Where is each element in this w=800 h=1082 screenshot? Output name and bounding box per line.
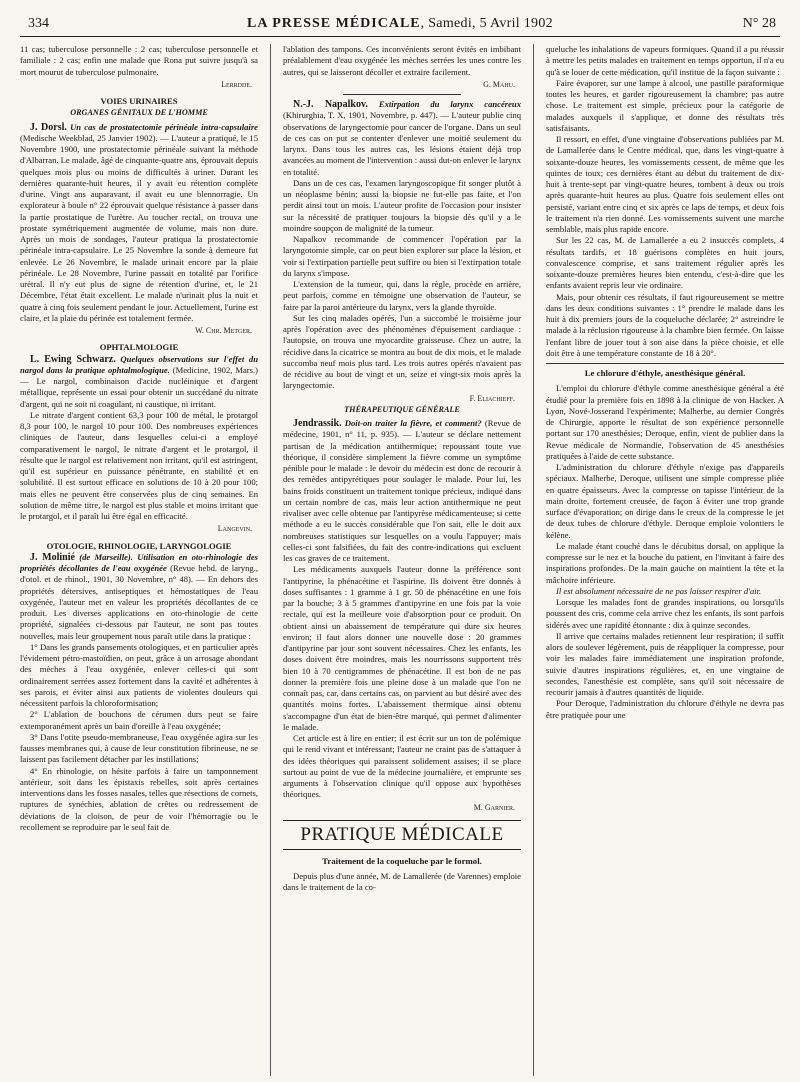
issue-number: N° 28: [742, 16, 776, 31]
article-title: Quelques observations sur l'effet du nargol dans la pratique ophtalmologique.: [20, 353, 258, 375]
column-rule-1: [270, 44, 271, 1076]
author: L. Ewing Schwarz.: [30, 353, 116, 365]
article-paragraph: queluche les inhalations de vapeurs formiques. Quand il a pu réussir à mettre les petits malades en traitement en temps opportun, il n'a eu qu'à se louer de cette médication, qu'il institue de la façon suivante :: [546, 44, 784, 77]
article-napalkov: [283, 99, 521, 178]
signature: G. Mahu.: [483, 79, 515, 89]
article-paragraph: L'extension de la tumeur, qui, dans la règle, procède en arrière, peut parfois, comme en témoigne une observation de l'auteur, se faire par la paroi antérieure du larynx, vers la glande thyroïde.: [283, 279, 521, 312]
author: J. Molinié: [30, 551, 75, 563]
article-paragraph: 2° L'ablation de bouchons de cérumen durs peut se faire extemporanément après un bain d'oreille à l'eau oxygénée;: [20, 709, 258, 731]
article-dorsl: [20, 122, 258, 325]
signature: M. Garnier.: [473, 802, 515, 812]
article-paragraph: Napalkov recommande de commencer l'opération par la laryngotomie simple, car on peut bien explorer sur place la lésion, et voir si l'extirpation partielle peut suffire ou bien si l'extirpation totale du larynx s'impose.: [283, 234, 521, 278]
intro-text: 11 cas; tuberculose personnelle : 2 cas; tuberculose personnelle et familiale : 2 cas; enfin une malade que Rona put suivre jusqu'à sa mort mourut de tuberculose pulmonaire.: [20, 44, 258, 77]
column-rule-2: [533, 44, 534, 1076]
article-title: Un cas de prostatectomie périnéale intra-capsulaire: [66, 121, 258, 132]
article-paragraph: 3° Dans l'otite pseudo-membraneuse, l'eau oxygénée agira sur les fausses membranes qui, à cause de leur constitution fibrineuse, ne se laissent pas facilement détacher par les instillations;: [20, 731, 258, 765]
masthead: [20, 14, 780, 34]
article-paragraph: Cet article est à lire en entier; il est écrit sur un ton de polémique qui le rend vivant et intéressant; l'auteur ne craint pas de s'attaquer à des idées théoriques qui paraissent solidement assises; il se place surtout au point de vue de la médecine journalière, et emprunte ses arguments à l'observation clinique qu'il oppose aux hypothèses théoriques.: [283, 733, 521, 800]
signature: Langevin.: [217, 524, 252, 534]
page-number: 334: [28, 16, 49, 31]
article-paragraph: Depuis plus d'une année, M. de Lamallerée (de Varennes) emploie dans le traitement de la co-: [283, 871, 521, 893]
article-ewing: [20, 354, 258, 410]
article-title: Doit-on traiter la fièvre, et comment?: [341, 418, 482, 428]
article-body: (Medicine, 1902, Mars.) — Le nargol, combinaison d'acide nucléinique et d'argent métallique, représente un essai pour obtenir un succédané du nitrate d'argent, qui ne soit ni coagulant, ni caustique, ni irritant.: [20, 364, 258, 409]
article-paragraph: Pour Deroque, l'administration du chlorure d'éthyle ne devra pas être pratiquée pour une: [546, 698, 784, 720]
column-2: [283, 44, 521, 1076]
author: J. Dorsl.: [30, 121, 67, 133]
divider: [546, 363, 784, 364]
article-title: Le chlorure d'éthyle, anesthésique général.: [584, 368, 746, 378]
article-paragraph: Les médicaments auxquels l'auteur donne la préférence sont l'antipyrine, la phénacétine et l'aspirine. Ils doivent être donnés à doses suffisantes : 1 gramme à 1 gr. 50 de phénacétine en une fois par la bouche; 3 à 5 grammes d'antipyrine en une fois par la voie rectale, qui est la meilleure voie d'absorption pour ce produit. On obtient ainsi un abaissement de température qui dure six heures environ; il faut alors donner une nouvelle dose : 20 grammes d'antipyrine par jour sont souvent nécessaires. Chez les enfants, les doses doivent être moindres, mais les nourrissons supportent très bien 10 à 70 centigrammes de phénacétine. Il est bon de ne pas donner la première fois une pleine dose à un malade que l'on ne connaît pas, car, dans certains cas, on parvient au but désiré avec des quantités moins fortes. L'abaissement thermique ainsi obtenu s'accompagne d'un état de bien-être marqué, qui permet d'alimenter le malade.: [283, 564, 521, 732]
article-paragraph: Mais, pour obtenir ces résultats, il faut rigoureusement se mettre dans les deux conditions suivantes : 1° prendre le malade dans les huit à dix premiers jours de la coqueluche déclarée; 2° astreindre le malade à la réclusion rigoureuse à la chambre bien fermée. On laisse l'enfant libre de jouer tout à son aise dans la pièce choisie, et elle doit être à une température constante de 18 à 20°.: [546, 291, 784, 358]
article-body: (Khirurghia, T. X, 1901, Novembre, p. 447). — L'auteur publie cinq observations de laryngectomie pour cancer de l'organe. Dans un seul de ces cas on put se contenter d'enlever une moitié seulement du larynx. Dans tous les autres cas, les lésions étaient déjà trop avancées au moment de l'intervention : aussi dut-on enlever le larynx en totalité.: [283, 110, 521, 177]
article-paragraph: Dans un de ces cas, l'examen laryngoscopique fit songer plutôt à un néoplasme bénin; aussi la biopsie ne fut-elle pas faite, et l'on perdit ainsi tout un mois. L'auteur profite de l'occasion pour insister sur la nécessité de pratiquer toujours la biopsie dès qu'il y a le moindre soupçon de malignité de la tumeur.: [283, 177, 521, 233]
column-3: [546, 44, 784, 1076]
article-paragraph: L'administration du chlorure d'éthyle n'exige pas d'appareils spéciaux. Malherbe, Deroque, utilisent une simple compresse pliée en quatre épaisseurs. Avec la compresse on tapisse l'intérieur de la main droite, fortement creusée, de façon à éviter une trop grande surface d'évaporation; on dirige dans le creux de la compresse le jet de deux tubes de chlorure d'éthyle. Deroque emploie volontiers le kélène.: [546, 462, 784, 540]
article-body: (Revue hebd. de laryng., d'otol. et de rhinol., 1901, 30 Novembre, n° 48). — En dehors des propriétés détersives, antiseptiques et hémostatiques de l'eau oxygénée, l'auteur met en valeur les propriétés décollantes de ce produit. Les diverses applications en oto-rhinologie de cette propriété, signalées ci-dessous par l'auteur, ne sont pas toutes nouvelles, mais leur groupement nous paraît utile dans la pratique :: [20, 563, 258, 641]
section-heading: THÉRAPEUTIQUE GÉNÉRALE: [344, 404, 460, 414]
article-paragraph: Le malade étant couché dans le décubitus dorsal, on applique la compresse sur le nez et la bouche du patient, en l'invitant à faire des inspirations profondes. De la main gauche on maintient la tête et la mâchoire inférieure.: [546, 540, 784, 585]
article-paragraph: Faire évaporer, sur une lampe à alcool, une pastille paraformique toutes les heures, et garder rigoureusement la chambre; pas autre chose. Le traitement est simple, précieux pour la catégorie de malades auxquels il s'applique, et donne des résultats très satisfaisants.: [546, 77, 784, 133]
article-paragraph: Il ressort, en effet, d'une vingtaine d'observations publiées par M. de Lamallerée dans le Centre médical, que, dans les vingt-quatre à soixante-douze heures, les vomissements cessent, de même que les quintes de toux; ces dernières étant au début du traitement de dix-huit à trente-sept par vingt-quatre heures, tombent à deux ou trois après quarante-huit heures au plus. Quatre fois seulement elles ont persisté, variant entre cinq et six après ce laps de temps, et deux fois le traitement n'a rien donné. Les vomissements suivent une marche semblable, mais plus rapide encore.: [546, 134, 784, 234]
article-paragraph: 1° Dans les grands pansements otologiques, et en particulier après l'évidement pétro-mastoïdien, on peut, grâce à un arrosage abondant des mèches à l'eau oxygénée, enlever celles-ci qui sont ordinairement serrées assez fortement dans la cavité et adhérentes à ses parois, et éviter ainsi aux patients de violentes douleurs qui nécessitent parfois la chloroformisation;: [20, 641, 258, 708]
article-molinie: [20, 552, 258, 642]
article-paragraph: Il arrive que certains malades retiennent leur respiration; il suffit alors de soulever légèrement, puis de réappliquer la compresse, pour voir les malades faire immédiatement une inspiration profonde, suivie d'autres inspirations régulières, et, en une vingtaine de secondes, l'anesthésie est complète, sans qu'il soit nécessaire de recourir jamais à d'autres quantités de liquide.: [546, 630, 784, 697]
article-paragraph: Sur les 22 cas, M. de Lamallerée a eu 2 insuccès complets, 4 résultats tardifs, et 18 guérisons complètes en huit jours, convalescence comprise, et sans traitement régulier après les soixante-douze premières heures bien entendu, c'est-à-dire que les enfants avaient repris leur vie ordinaire.: [546, 235, 784, 291]
article-paragraph: l'ablation des tampons. Ces inconvénients seront évités en imbibant préalablement d'eau oxygénée les mèches serrées les unes contre les autres, qui se laisseront décoller et extraire facilement.: [283, 44, 521, 77]
section-banner: PRATIQUE MÉDICALE: [283, 820, 521, 850]
article-body: (Revue de médecine, 1901, n° 11, p. 935). — L'auteur se déclare nettement partisan de la médication antithermique; repoussant toute vue théorique, il considère simplement la fièvre comme un symptôme pénible pour le malade : le devoir du médecin est donc de recourir à des remèdes antipyrétiques pour soulager le malade. Pour lui, les bains froids constituent un traitement tonique précieux, indiqué dans un certain nombre de cas, mais leur action antithermique ne peut rivaliser avec celle obtenue par l'antipyrèse médicamenteuse; si cette méthode a eu le succès considérable que l'on sait, elle le doit aux nombreuses statistiques sur lesquelles on a voulu l'appuyer; mais celles-ci sont falsifiées, du fait des contre-indications qui excluent les cas graves de ce traitement.: [283, 418, 521, 563]
author: N.-J. Napalkov.: [293, 99, 368, 110]
article-paragraph: Il est absolument nécessaire de ne pas laisser respirer d'air.: [556, 585, 762, 596]
page-header: [20, 12, 780, 37]
signature: W. Chr. Metger.: [195, 326, 252, 335]
article-title: Traitement de la coqueluche par le formol.: [322, 855, 482, 866]
article-paragraph: Lorsque les malades font de grandes inspirations, ou lorsqu'ils poussent des cris, comme cela arrive chez les enfants, ils sont parfois sidérés avec une rapidité étonnante : dix à quinze secondes.: [546, 597, 784, 630]
column-1: [20, 44, 258, 1076]
divider: [343, 94, 461, 95]
issue-date: , Samedi, 5 Avril 1902: [420, 16, 553, 31]
section-heading: OTOLOGIE, RHINOLOGIE, LARYNGOLOGIE: [46, 540, 232, 551]
article-paragraph: L'emploi du chlorure d'éthyle comme anesthésique général a été étudié pour la première fois en 1898 à la clinique de von Hacker. A Lyon, Nové-Josserand l'expérimente; Malherbe, au dernier Congrès de Chirurgie, apporte le résultat de son expérience personnelle portant sur 170 anesthésies; Deroque, enfin, vient de publier dans la Revue médicale de Normandie, l'observation de 45 anesthésies pratiquées à l'aide de cette substance.: [546, 383, 784, 461]
section-subheading: ORGANES GÉNITAUX DE L'HOMME: [70, 108, 208, 118]
article-paragraph: 4° En rhinologie, on hésite parfois à faire un tamponnement antérieur, soit dans les épistaxis rebelles, soit après certaines interventions dans les fosses nasales, telles que résections de cornets, ruptures de synéchies, ablation de crêtes ou redressement de déviations de la cloison, de peur de voir l'hémorragie ou le recollement se reproduire par le seul fait de: [20, 765, 258, 832]
author: Jendrassik.: [293, 418, 342, 429]
section-heading: OPHTALMOLOGIE: [99, 342, 179, 353]
signature: Lerrdde.: [221, 79, 252, 89]
journal-title: LA PRESSE MÉDICALE: [247, 16, 421, 31]
section-heading: VOIES URINAIRES: [100, 96, 178, 106]
article-paragraph: Sur les cinq malades opérés, l'un a succombé le troisième jour après l'opération avec des phénomènes d'épuisement cardiaque : l'autopsie, on trouva une myocardite graisseuse. Chez un autre, la récidive dans la cicatrice se montra au bout de dix mois, et le malade succomba neuf mois plus tard. Les trois autres opérés n'avaient pas de récidive au bout de vingt et un, seize et vingt-six mois après la laryngectomie.: [283, 312, 521, 391]
article-title: Extirpation du larynx cancéreux: [367, 99, 521, 109]
article-title: (de Marseille). Utilisation en oto-rhinologie des propriétés décollantes de l'eau oxygénée: [20, 551, 258, 573]
article-paragraph: Le nitrate d'argent contient 63,3 pour 100 de métal, le protargol 8,3 pour 100, le nargol 10 pour 100. Des nombreuses expériences cliniques de l'auteur, dans lesquelles celui-ci a employé comparativement le nargol, le nitrate d'argent et le protargol, il résulte que le nargol est relativement non irritant, qu'il est astringent, qu'il est supérieur en puissance pénétrante, en stabilité et en solubilité. Il est surtout efficace en solutions de 10 à 20 pour 100; mais elles ne peuvent être conservées plus de cinq semaines. En solution de même titre, le nargol est plus stable et moins irritant que le protargol, et il paraît lui être égal en efficacité.: [20, 409, 258, 521]
article-body: (Medische Weekblad, 25 Janvier 1902). — L'auteur a pratiqué, le 15 Novembre 1900, une prostatectomie périnéale suivant la méthode d'Albarran. Le malade, âgé de cinquante-quatre ans, éprouvait depuis quelques mois plus ou moins de difficultés à uriner. Durant les dernières quarante-huit heures, il y avait eu rétention complète d'urine. Vingt ans auparavant, il avait eu une blennorragie. Un explorateur à boule n° 22 éprouvait quelque résistance à passer dans la partie prostatique de l'urètre. Au toucher rectal, on trouva une prostate symétriquement augmentée de volume, mais non dure. Après un mois de sondages, l'auteur pratiqua la prostatectomie périnéale intra-capsulaire. Le 25 Novembre la sonde à demeure fut enlevée. Le 26 Novembre, le malade urinait encore par la plaie périnéale. Le 28 Novembre, l'urine passait en totalité par l'orifice urétral. Il n'y eut plus de signe de rétention d'urine, et, le 21 Décembre, l'état était excellent. Le malade n'urinait plus la nuit et quatre à cinq fois seulement pendant le jour. Actuellement, l'urine est claire, et la plaie du périnée est totalement fermée.: [20, 132, 258, 323]
article-jendrassik: [283, 418, 521, 564]
signature: F. Eliachieff.: [469, 393, 515, 403]
